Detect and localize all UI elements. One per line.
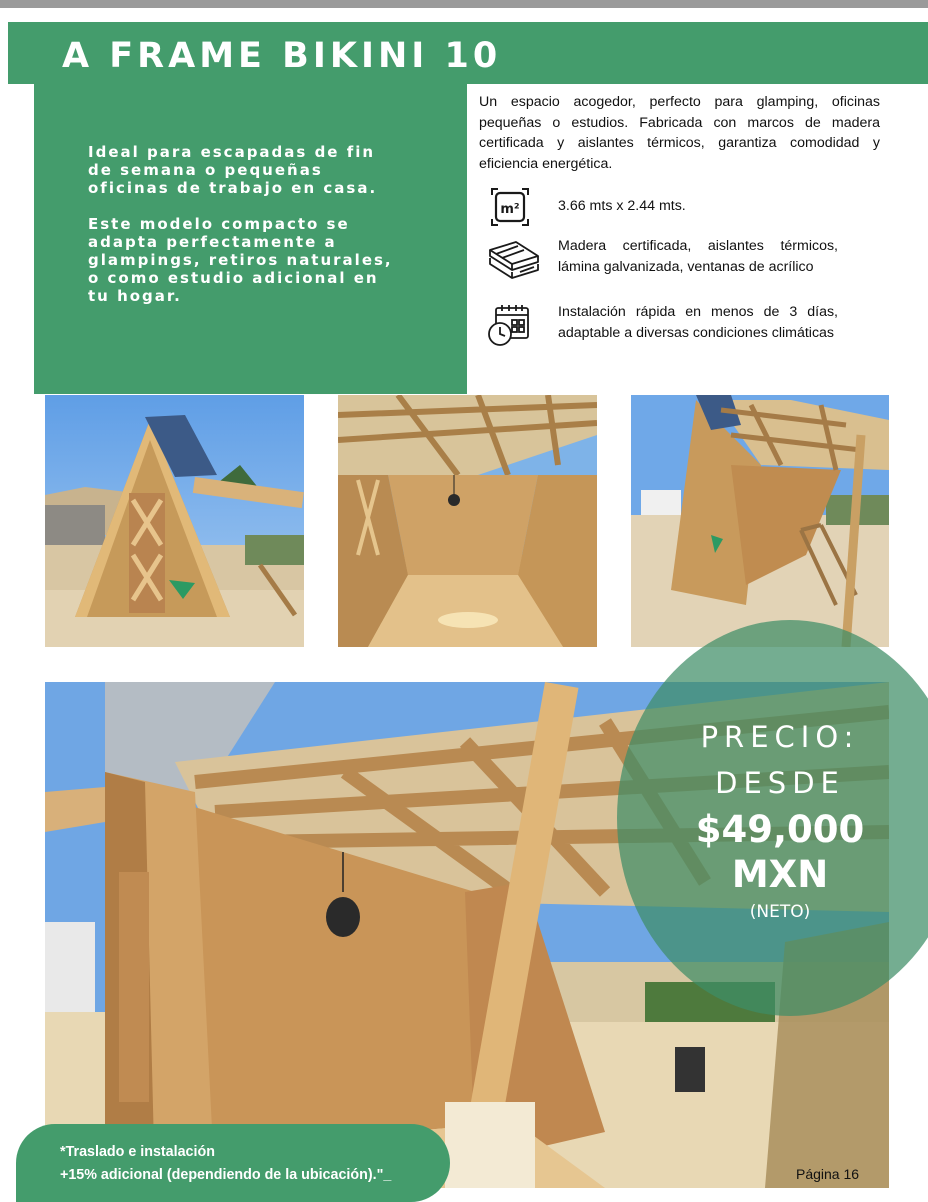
footnote-line-2: +15% adicional (dependiendo de la ubicación)."_ bbox=[60, 1167, 392, 1183]
photo-exterior-side bbox=[631, 395, 889, 647]
photo-interior bbox=[338, 395, 597, 647]
price-amount: $49,000 bbox=[695, 808, 865, 851]
svg-text:m²: m² bbox=[500, 202, 520, 217]
price-label: PRECIO: bbox=[700, 720, 860, 754]
intro-text bbox=[88, 143, 398, 305]
intro-paragraph-1: Ideal para escapadas de fin de semana o pequeñas oficinas de trabajo en casa. bbox=[88, 143, 378, 197]
price-currency: MXN bbox=[731, 853, 829, 896]
intro-paragraph-2: Este modelo compacto se adapta perfectamente a glampings, retiros naturales, o como estudio adicional en tu hogar. bbox=[88, 215, 393, 305]
footnote-line-1: *Traslado e instalación bbox=[60, 1144, 215, 1160]
price-note: (NETO) bbox=[749, 902, 811, 922]
square-meters-icon bbox=[486, 183, 534, 231]
spec-materials: Madera certificada, aislantes térmicos, lámina galvanizada, ventanas de acrílico bbox=[558, 238, 838, 275]
footnote-text bbox=[60, 1141, 391, 1187]
page-title: A FRAME BIKINI 10 bbox=[62, 36, 502, 76]
top-border bbox=[0, 0, 928, 8]
lumber-icon bbox=[486, 236, 542, 282]
page-number: Página 16 bbox=[796, 1166, 860, 1182]
calendar-clock-icon bbox=[486, 302, 534, 350]
spec-dimensions: 3.66 mts x 2.44 mts. bbox=[558, 198, 686, 214]
spec-installation: Instalación rápida en menos de 3 días, adaptable a diversas condiciones climáticas bbox=[558, 304, 838, 341]
photo-exterior-front bbox=[45, 395, 304, 647]
price-from-label: DESDE bbox=[715, 766, 845, 800]
product-description: Un espacio acogedor, perfecto para glamping, oficinas pequeñas o estudios. Fabricada con marcos de madera certificada y aislantes térmicos, garantiza comodidad y eficiencia energética. bbox=[479, 94, 880, 172]
